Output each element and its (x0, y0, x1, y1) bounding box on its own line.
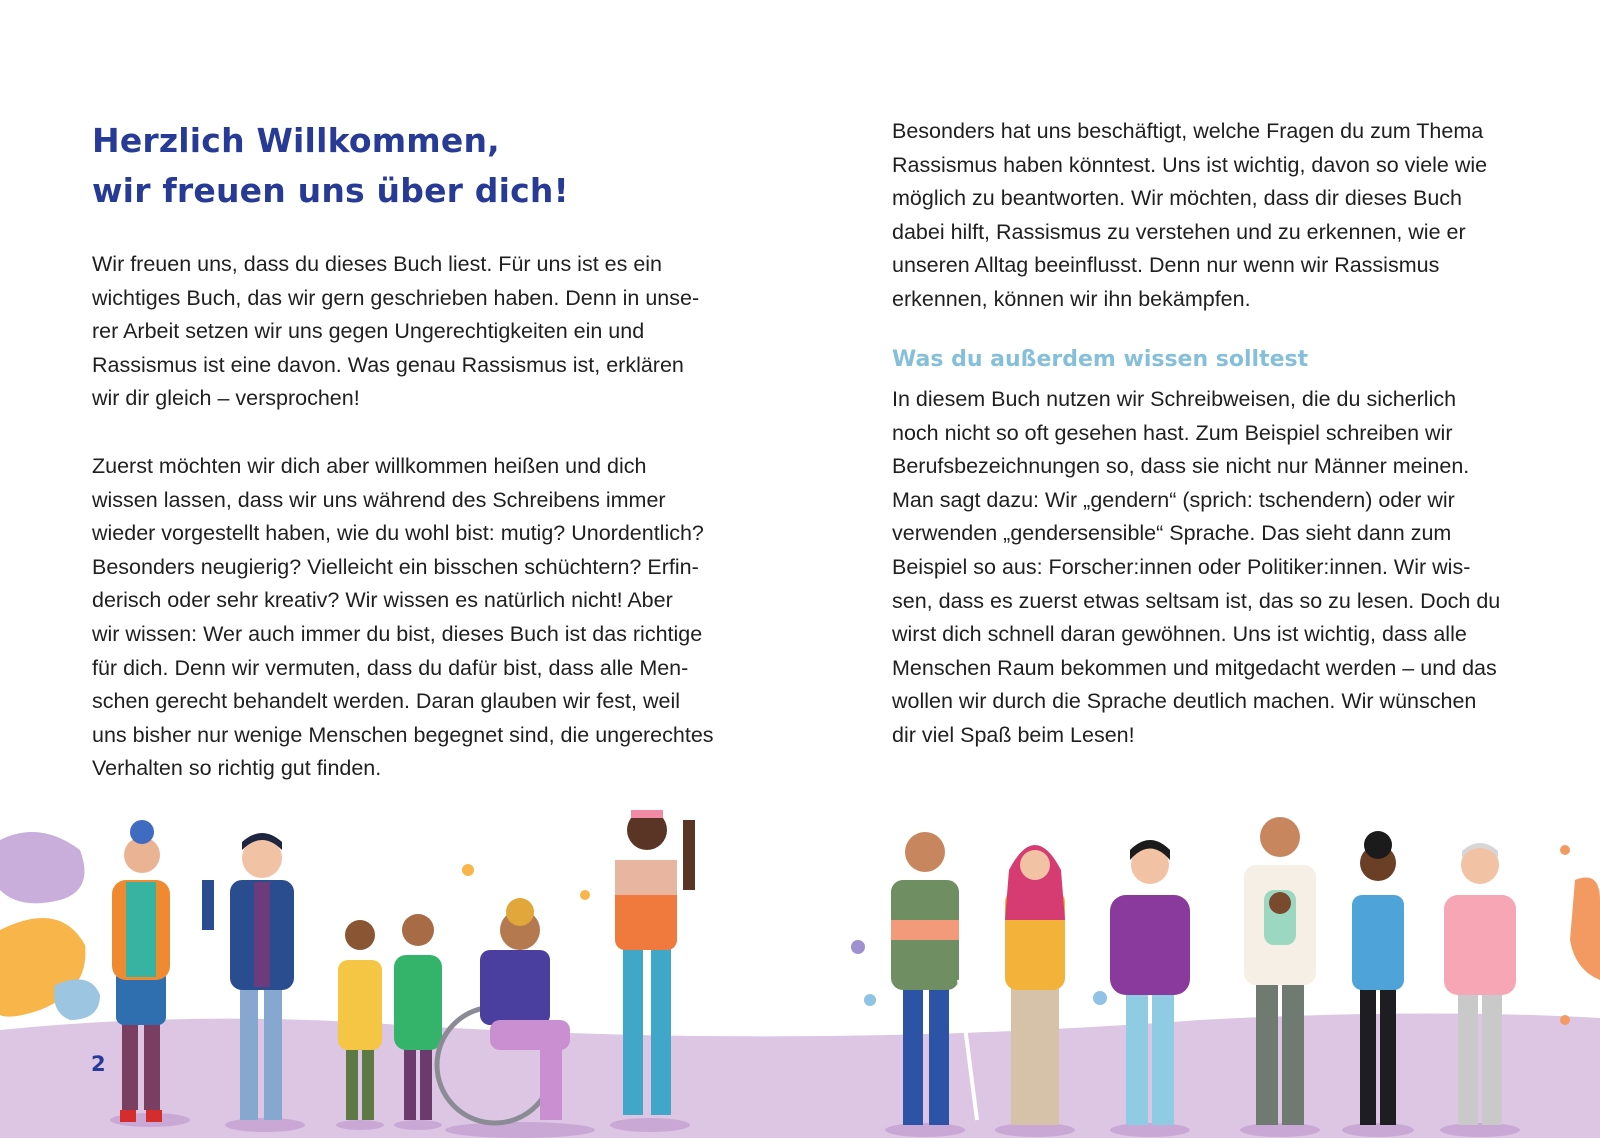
text-line: Wir freuen uns, dass du dieses Buch liest. Für uns ist es ein (92, 252, 663, 276)
text-line: dabei hilft, Rassismus zu verstehen und zu erkennen, wie er (892, 219, 1466, 244)
text-line: uns bisher nur wenige Menschen begegnet sind, die ungerechtes (92, 722, 714, 747)
text-line: Menschen Raum bekommen und mitgedacht werden – und das (892, 655, 1497, 680)
text-line: Berufsbezeichnungen so, dass sie nicht nur Männer meinen. (892, 454, 1470, 479)
text-line: Besonders neugierig? Vielleicht ein bisschen schüchtern? Erfin- (92, 554, 699, 579)
dot (1093, 991, 1107, 1005)
text-line: sen, dass es zuerst etwas seltsam ist, das so zu lesen. Doch du (892, 588, 1501, 613)
text-line: wollen wir durch die Sprache deutlich machen. Wir wünschen (892, 689, 1477, 714)
page-number: 2 (91, 1052, 106, 1076)
text-line: unseren Alltag beeinflusst. Denn nur wenn wir Rassismus (892, 253, 1440, 278)
text-line: dir viel Spaß beim Lesen! (892, 722, 1135, 747)
text-line: erkennen, können wir ihn bekämpfen. (892, 286, 1251, 311)
text-line: wirst dich schnell daran gewöhnen. Uns ist wichtig, dass alle (892, 622, 1467, 647)
questions-paragraph (892, 115, 1487, 317)
blob-left-blue (54, 979, 100, 1020)
text-line: Rassismus haben könntest. Uns ist wichtig, davon so viele wie (892, 152, 1488, 177)
text-line: Besonders hat uns beschäftigt, welche Fragen du zum Thema (892, 119, 1484, 143)
text-line: Rassismus ist eine davon. Was genau Rassismus ist, erklären (92, 352, 684, 377)
people-illustration (0, 780, 1600, 1138)
text-line: derisch oder sehr kreativ? Wir wissen es natürlich nicht! Aber (92, 588, 673, 613)
welcome-paragraph (92, 450, 714, 786)
page-title (92, 116, 569, 216)
text-line: In diesem Buch nutzen wir Schreibweisen, die du sicherlich (892, 387, 1457, 411)
dot (462, 864, 474, 876)
text-line: Verhalten so richtig gut finden. (92, 756, 382, 781)
text-line: wissen lassen, dass wir uns während des Schreibens immer (92, 487, 666, 512)
dot (1560, 1015, 1570, 1025)
dot (580, 890, 590, 900)
text-line: möglich zu beantworten. Wir möchten, dass dir dieses Buch (892, 186, 1463, 211)
text-line: Zuerst möchten wir dich aber willkommen heißen und dich (92, 454, 647, 478)
text-line: verwenden „gendersensible“ Sprache. Das sieht dann zum (892, 521, 1452, 546)
text-line: rer Arbeit setzen wir uns gegen Ungerechtigkeiten ein und (92, 319, 645, 344)
section-subheading: Was du außerdem wissen solltest (892, 347, 1309, 372)
text-line: wir wissen: Wer auch immer du bist, dieses Buch ist das richtige (92, 621, 703, 646)
blob-left-purple (0, 832, 85, 903)
dot (864, 994, 876, 1006)
intro-paragraph (92, 248, 699, 416)
text-line: für dich. Denn wir vermuten, dass du dafür bist, dass alle Men- (92, 655, 689, 680)
text-line: Man sagt dazu: Wir „gendern“ (sprich: tschendern) oder wir (892, 487, 1455, 512)
text-line: schen gerecht behandelt werden. Daran glauben wir fest, weil (92, 689, 681, 714)
text-line: wir dir gleich – versprochen! (92, 386, 360, 411)
text-line: wichtiges Buch, das wir gern geschrieben haben. Denn in unse- (92, 285, 700, 310)
dot (1560, 845, 1570, 855)
text-line: Beispiel so aus: Forscher:innen oder Politiker:innen. Wir wis- (892, 554, 1471, 579)
dot (851, 940, 865, 954)
gender-language-paragraph (892, 383, 1500, 753)
title-line-2: wir freuen uns über dich! (92, 171, 569, 210)
text-line: noch nicht so oft gesehen hast. Zum Beispiel schreiben wir (892, 420, 1453, 445)
blob-right-orange (1570, 878, 1600, 981)
text-line: wieder vorgestellt haben, wie du wohl bist: mutig? Unordentlich? (92, 521, 704, 546)
title-line-1: Herzlich Willkommen, (92, 121, 500, 160)
